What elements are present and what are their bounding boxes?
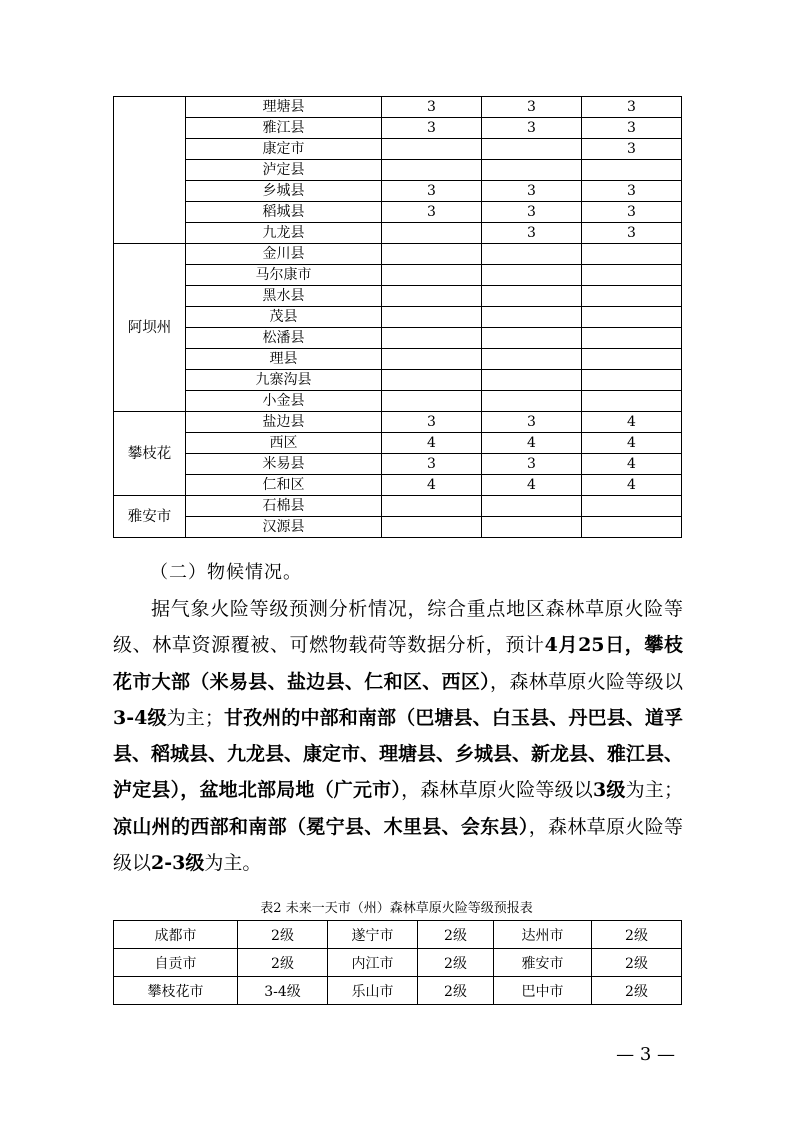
county-name: 金川县 xyxy=(186,244,382,265)
risk-level: 3 xyxy=(582,181,682,202)
table-row xyxy=(114,265,682,286)
page-number: — 3 — xyxy=(616,1044,675,1065)
table-row xyxy=(114,118,682,139)
risk-level: 4 xyxy=(382,433,482,454)
county-name: 稻城县 xyxy=(186,202,382,223)
risk-level: 3 xyxy=(382,118,482,139)
city-table-body xyxy=(114,921,682,1005)
risk-level: 3 xyxy=(582,97,682,118)
county-name: 汉源县 xyxy=(186,517,382,538)
table-row xyxy=(114,97,682,118)
risk-level: 3 xyxy=(382,454,482,475)
table-row xyxy=(114,949,682,977)
city-name: 自贡市 xyxy=(114,949,238,977)
risk-level xyxy=(382,265,482,286)
risk-level xyxy=(582,244,682,265)
risk-level xyxy=(482,328,582,349)
risk-level xyxy=(582,496,682,517)
risk-level: 3 xyxy=(382,202,482,223)
risk-level: 3 xyxy=(482,454,582,475)
risk-level xyxy=(482,307,582,328)
table-row xyxy=(114,517,682,538)
risk-level: 2级 xyxy=(238,949,328,977)
risk-level: 3 xyxy=(482,412,582,433)
risk-level xyxy=(382,286,482,307)
risk-level: 2级 xyxy=(418,921,494,949)
table-row xyxy=(114,391,682,412)
table-row xyxy=(114,286,682,307)
city-name: 巴中市 xyxy=(494,977,592,1005)
risk-level: 3 xyxy=(482,97,582,118)
table-row xyxy=(114,433,682,454)
paragraph-segment: ，森林草原火险等级以 xyxy=(490,670,683,693)
table-row xyxy=(114,160,682,181)
county-name: 乡城县 xyxy=(186,181,382,202)
county-name: 黑水县 xyxy=(186,286,382,307)
risk-level xyxy=(382,307,482,328)
region-name: 阿坝州 xyxy=(114,244,186,412)
city-name: 达州市 xyxy=(494,921,592,949)
risk-level xyxy=(482,139,582,160)
county-name: 理县 xyxy=(186,349,382,370)
risk-level xyxy=(582,517,682,538)
table-row xyxy=(114,139,682,160)
table-row xyxy=(114,977,682,1005)
risk-level: 3 xyxy=(482,181,582,202)
risk-level: 3 xyxy=(382,412,482,433)
risk-level xyxy=(382,370,482,391)
risk-level: 3-4级 xyxy=(238,977,328,1005)
risk-level xyxy=(482,370,582,391)
county-name: 石棉县 xyxy=(186,496,382,517)
risk-level xyxy=(382,328,482,349)
risk-level xyxy=(582,160,682,181)
risk-level xyxy=(482,160,582,181)
risk-level: 3 xyxy=(382,97,482,118)
risk-level: 3 xyxy=(482,202,582,223)
risk-level: 2级 xyxy=(418,977,494,1005)
risk-level: 2级 xyxy=(418,949,494,977)
risk-level xyxy=(382,139,482,160)
table-row xyxy=(114,454,682,475)
table-row xyxy=(114,202,682,223)
region-name: 雅安市 xyxy=(114,496,186,538)
region-name: 攀枝花 xyxy=(114,412,186,496)
risk-level: 4 xyxy=(582,454,682,475)
section-heading: （二）物候情况。 xyxy=(150,562,302,583)
county-name: 马尔康市 xyxy=(186,265,382,286)
paragraph-segment: 为主； xyxy=(625,779,683,802)
city-name: 成都市 xyxy=(114,921,238,949)
county-name: 九寨沟县 xyxy=(186,370,382,391)
city-name: 内江市 xyxy=(328,949,418,977)
paragraph-segment: 为主。 xyxy=(204,852,262,875)
city-name: 遂宁市 xyxy=(328,921,418,949)
table-row xyxy=(114,328,682,349)
risk-level: 4 xyxy=(482,475,582,496)
risk-level xyxy=(582,328,682,349)
risk-level xyxy=(382,517,482,538)
county-name: 理塘县 xyxy=(186,97,382,118)
risk-level xyxy=(582,370,682,391)
table-row xyxy=(114,181,682,202)
city-name: 乐山市 xyxy=(328,977,418,1005)
risk-level xyxy=(482,286,582,307)
paragraph-segment: ，森林草原火险等级以 xyxy=(401,779,593,802)
county-name: 康定市 xyxy=(186,139,382,160)
county-name: 米易县 xyxy=(186,454,382,475)
risk-level: 4 xyxy=(382,475,482,496)
risk-level xyxy=(582,265,682,286)
paragraph-segment: 2-3级 xyxy=(151,852,205,875)
table-row xyxy=(114,370,682,391)
county-name: 西区 xyxy=(186,433,382,454)
risk-level xyxy=(582,286,682,307)
table-row xyxy=(114,496,682,517)
table-row xyxy=(114,412,682,433)
table-row xyxy=(114,349,682,370)
risk-level xyxy=(582,349,682,370)
paragraph-segment: 据气象火险等级预测分析情况，综合重点地区森林草原火险等级、林草资源覆被、可燃物载荷等数据分析，预计 xyxy=(113,598,683,657)
risk-level xyxy=(382,160,482,181)
risk-level xyxy=(382,223,482,244)
risk-level: 2级 xyxy=(592,949,682,977)
paragraph-segment: 4月25日，攀枝花市大部（米易县、盐边县、仁和区、西区） xyxy=(113,634,683,693)
risk-level: 3 xyxy=(582,118,682,139)
risk-level xyxy=(382,391,482,412)
county-name: 仁和区 xyxy=(186,475,382,496)
county-name: 雅江县 xyxy=(186,118,382,139)
risk-level: 2级 xyxy=(592,921,682,949)
risk-level: 4 xyxy=(482,433,582,454)
risk-level xyxy=(482,496,582,517)
risk-level: 4 xyxy=(582,433,682,454)
risk-level: 4 xyxy=(582,475,682,496)
risk-level: 3 xyxy=(582,139,682,160)
risk-level xyxy=(382,496,482,517)
city-fire-risk-table xyxy=(113,920,682,1005)
county-name: 松潘县 xyxy=(186,328,382,349)
risk-level xyxy=(582,391,682,412)
risk-level: 3 xyxy=(382,181,482,202)
risk-level: 3 xyxy=(582,202,682,223)
county-name: 小金县 xyxy=(186,391,382,412)
table-row xyxy=(114,921,682,949)
table2-caption: 表2 未来一天市（州）森林草原火险等级预报表 xyxy=(260,901,533,916)
city-name: 攀枝花市 xyxy=(114,977,238,1005)
risk-level xyxy=(582,307,682,328)
phenology-paragraph xyxy=(113,591,683,881)
risk-level xyxy=(482,349,582,370)
table-row xyxy=(114,244,682,265)
paragraph-segment: 为主； xyxy=(166,706,224,729)
risk-level: 3 xyxy=(482,118,582,139)
table-row xyxy=(114,223,682,244)
paragraph-segment: 甘孜州的中部和南部（巴塘县、白玉县、丹巴县、道孚县、稻城县、九龙县、康定市、理塘县、乡城县、新龙县、雅江县、泸定县），盆地北部局地（广元市） xyxy=(113,706,684,802)
county-fire-risk-table xyxy=(113,96,682,538)
county-name: 盐边县 xyxy=(186,412,382,433)
risk-level xyxy=(382,349,482,370)
table-row xyxy=(114,475,682,496)
paragraph-segment: ，森林草原火险等级以 xyxy=(113,815,683,875)
risk-level: 2级 xyxy=(238,921,328,949)
risk-level xyxy=(382,244,482,265)
table-row xyxy=(114,307,682,328)
risk-level xyxy=(482,517,582,538)
risk-level xyxy=(482,244,582,265)
region-name xyxy=(114,97,186,244)
city-name: 雅安市 xyxy=(494,949,592,977)
risk-level: 2级 xyxy=(592,977,682,1005)
risk-level xyxy=(482,391,582,412)
county-name: 茂县 xyxy=(186,307,382,328)
risk-level: 3 xyxy=(482,223,582,244)
county-name: 泸定县 xyxy=(186,160,382,181)
risk-level: 4 xyxy=(582,412,682,433)
risk-level: 3 xyxy=(582,223,682,244)
risk-level xyxy=(482,265,582,286)
paragraph-segment: 3-4级 xyxy=(113,706,167,729)
county-table-body xyxy=(114,97,682,538)
paragraph-segment: 凉山州的西部和南部（冕宁县、木里县、会东县） xyxy=(113,815,529,838)
paragraph-segment: 3级 xyxy=(592,779,626,802)
county-name: 九龙县 xyxy=(186,223,382,244)
